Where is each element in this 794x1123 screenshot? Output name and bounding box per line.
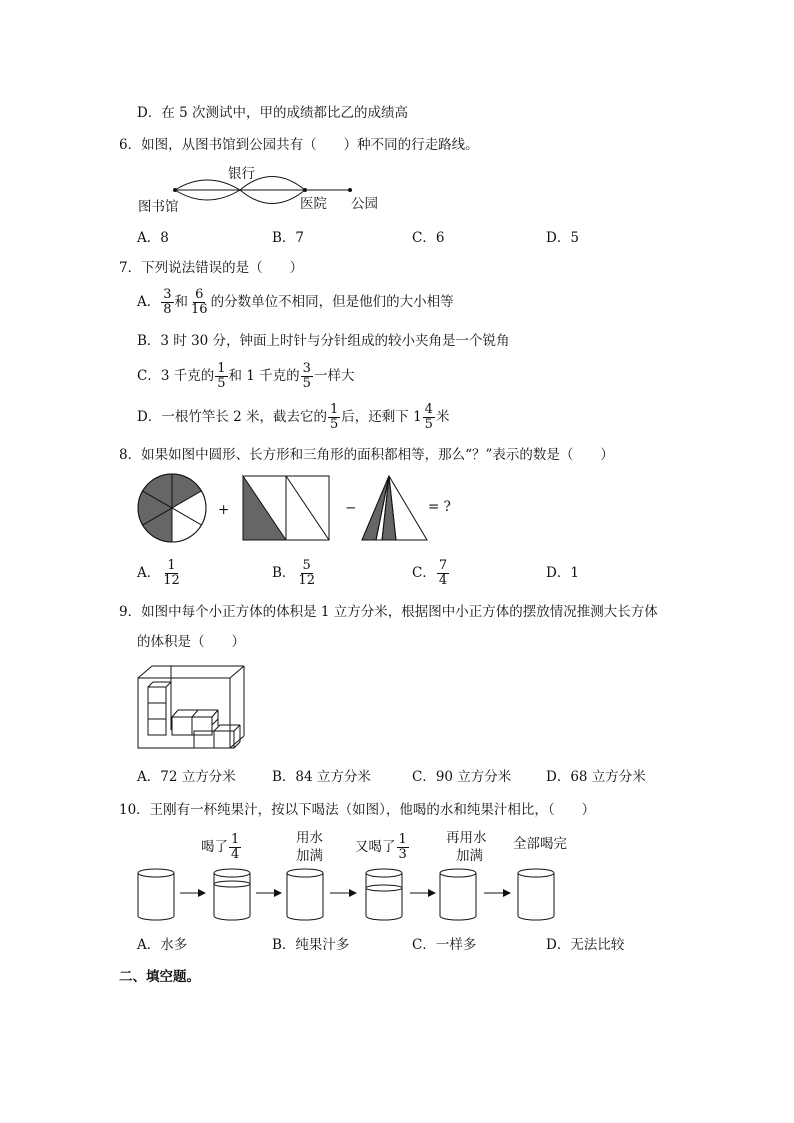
q8-option-a: A． $\frac{1}{12}$ (137, 558, 180, 588)
q8-option-b: B． $\frac{5}{12}$ (272, 558, 315, 588)
fraction: $\frac{3}{8}$ (163, 287, 172, 317)
equals-question: = ? (428, 499, 451, 515)
q8-option-d: D．1 (546, 565, 579, 581)
fraction: $\frac{5}{12}$ (298, 558, 315, 588)
step-fill2-b: 加满 (456, 848, 483, 864)
q6-option-a: A．8 (137, 230, 169, 246)
step-drink2: 又喝了 $\frac{1}{3}$ (355, 832, 407, 862)
q9-option-d: D．68 立方分米 (546, 769, 646, 785)
step-done: 全部喝完 (513, 836, 567, 852)
step-fill2-a: 再用水 (446, 830, 487, 846)
section-heading-fill-blank: 二、填空题。 (119, 969, 200, 985)
fraction: $\frac{1}{12}$ (163, 558, 180, 588)
cup-refill1 (287, 869, 323, 920)
step-drink1: 喝了 $\frac{1}{4}$ (201, 832, 240, 862)
q6-option-d: D．5 (546, 230, 579, 246)
cup-after-drink2 (366, 869, 402, 920)
minus-sign: − (345, 500, 357, 516)
step-fill1-a: 用水 (296, 830, 323, 846)
label-bank: 银行 (228, 166, 255, 182)
q6-option-c: C．6 (412, 230, 445, 246)
cup-full (138, 869, 174, 920)
fraction: $\frac{1}{3}$ (398, 832, 407, 862)
q7-option-d: D．一根竹竿长 2 米，截去它的 $\frac{1}{5}$ 后，还剩下 1 $\frac{4}{5}$ 米 (137, 402, 450, 432)
q9-option-a: A．72 立方分米 (137, 769, 236, 785)
fraction: $\frac{3}{5}$ (302, 361, 311, 391)
cup-empty (518, 869, 554, 920)
cup-after-drink1 (214, 869, 250, 920)
cup-refill2 (440, 869, 476, 920)
label-park: 公园 (351, 196, 378, 212)
fraction: $\frac{1}{5}$ (217, 361, 226, 391)
q9-stem-line2: 的体积是（ ） (137, 634, 245, 650)
q9-option-b: B．84 立方分米 (272, 769, 371, 785)
q10-option-a: A．水多 (137, 937, 188, 953)
fraction: $\frac{1}{5}$ (330, 402, 339, 432)
q8-stem: 8．如果如图中圆形、长方形和三角形的面积都相等，那么“？”表示的数是（ ） (119, 447, 614, 463)
q9-stem-line1: 9．如图中每个小正方体的体积是 1 立方分米，根据图中小正方体的摆放情况推测大长方体 (119, 604, 658, 620)
q9-option-c: C．90 立方分米 (412, 769, 512, 785)
q10-stem: 10．王刚有一杯纯果汁，按以下喝法（如图），他喝的水和纯果汁相比，（ ） (119, 802, 596, 818)
label-hospital: 医院 (300, 196, 327, 212)
q8-option-c: C． $\frac{7}{4}$ (412, 558, 448, 588)
q5-option-d: D．在 5 次测试中，甲的成绩都比乙的成绩高 (137, 105, 408, 121)
fraction: $\frac{7}{4}$ (438, 558, 448, 588)
q7-option-b: B．3 时 30 分，钟面上时针与分针组成的较小夹角是一个锐角 (137, 333, 510, 349)
plus-sign: + (218, 502, 230, 518)
q10-option-b: B．纯果汁多 (272, 937, 350, 953)
fraction: $\frac{6}{16}$ (191, 287, 208, 317)
q7-option-c: C．3 千克的 $\frac{1}{5}$ 和 1 千克的 $\frac{3}{5}$ 一样大 (137, 361, 355, 391)
fraction: $\frac{1}{4}$ (231, 832, 240, 862)
step-fill1-b: 加满 (296, 848, 323, 864)
q7-option-a: A． $\frac{3}{8}$ 和 $\frac{6}{16}$ 的分数单位不相同，但是他们的大小相等 (137, 287, 454, 317)
q7-stem: 7．下列说法错误的是（ ） (119, 260, 304, 276)
q6-stem: 6．如图，从图书馆到公园共有（ ）种不同的行走路线。 (119, 137, 479, 153)
q10-option-d: D．无法比较 (546, 937, 625, 953)
label-library: 图书馆 (138, 199, 179, 215)
q10-option-c: C．一样多 (412, 937, 477, 953)
q6-option-b: B．7 (272, 230, 305, 246)
fraction: $\frac{4}{5}$ (424, 402, 433, 432)
